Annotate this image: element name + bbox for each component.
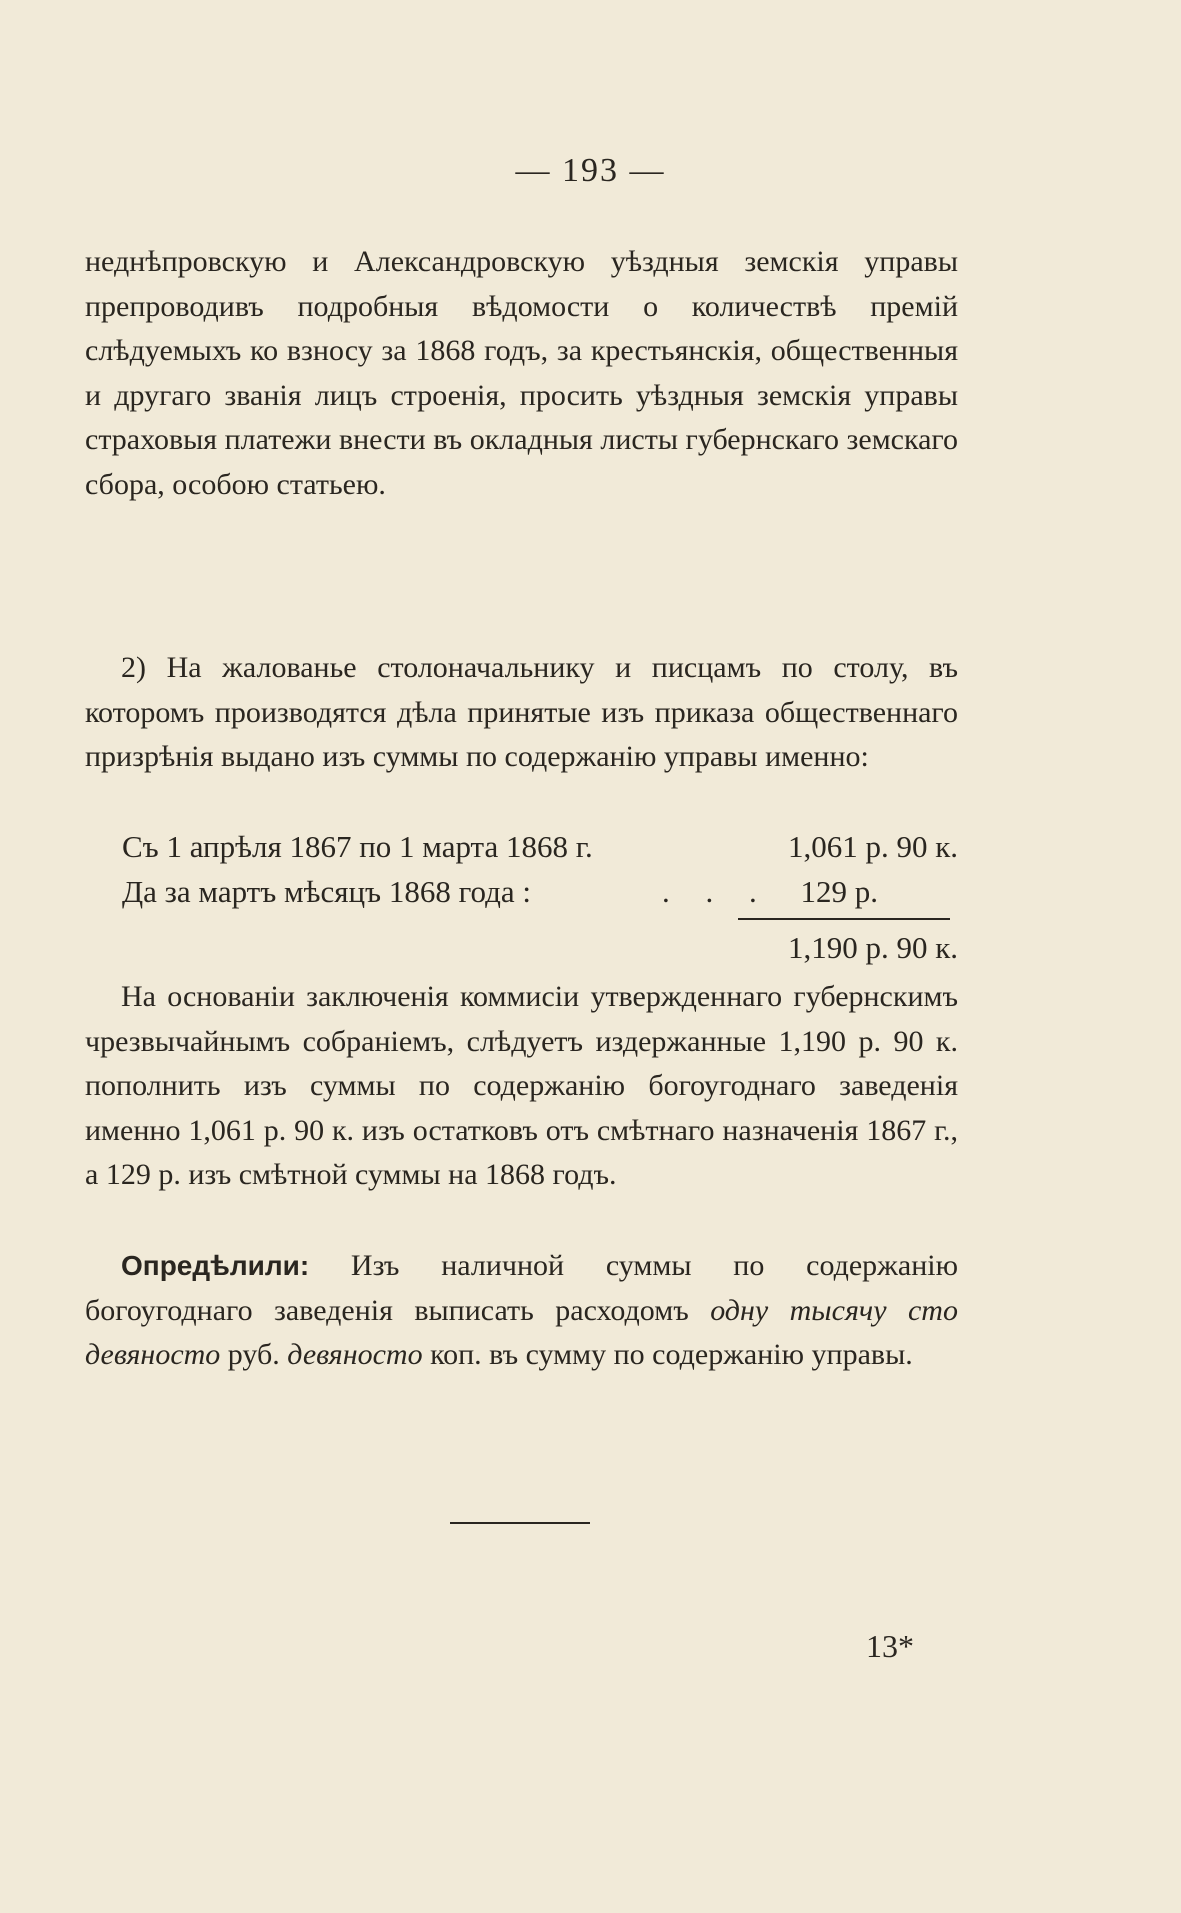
resolution-text: Изъ наличной суммы по содержанію богоугоднаго заведенія выписать расходомъ [85,1249,958,1327]
account-row-label: Да за мартъ мѣсяцъ 1868 года : [122,874,532,909]
show-through-text [90,1400,98,1445]
account-total: 1,190 р. 90 к. [787,930,958,965]
paragraph-resolution [85,1244,958,1378]
paragraph-basis: На основаніи заключенія коммисіи утвержденнаго губернскимъ чрезвычайнымъ собраніемъ, слѣдуетъ издержанные 1,190 р. 90 к. пополнить изъ суммы по содержанію богоугоднаго заведенія именно 1,061 р. 90 к. изъ остатковъ отъ смѣтнаго назначенія 1867 г., а 129 р. изъ смѣтной суммы на 1868 годъ. [85,980,958,1192]
resolution-text: руб. [220,1338,288,1372]
sum-rule [738,918,950,920]
show-through-text [600,520,608,565]
signature-mark: 13* [866,1628,914,1664]
account-row-leader: . . . [662,874,771,909]
account-row-label: Съ 1 апрѣля 1867 по 1 марта 1868 г. [122,829,593,864]
account-row-amount: 1,061 р. 90 к. [787,829,958,864]
section-separator [450,1522,590,1524]
resolution-text: коп. въ сумму по содержанію управы. [422,1338,913,1372]
resolution-amount-rubles: одну тысячу сто девяносто [85,1293,958,1372]
page-number: — 193 — [515,152,666,189]
resolution-amount-kopecks: девяносто [287,1338,423,1372]
account-row-amount: 129 р. [800,874,878,909]
resolution-label: Опредѣлили: [121,1250,310,1281]
paragraph-item-2: 2) На жалованье столоначальнику и писцамъ по столу, въ которомъ производятся дѣла принятые изъ приказа общественнаго призрѣнія выдано изъ суммы по содержанію управы именно: [85,651,958,774]
paragraph-continuation: неднѣпровскую и Александровскую уѣздныя земскія управы препроводивъ подробныя вѣдомости о количествѣ премій слѣдуемыхъ ко взносу за 1868 годъ, за крестьянскія, общественныя и другаго званія лицъ строенія, просить уѣздныя земскія управы страховыя платежи внести въ окладныя листы губернскаго земскаго сбора, особою статьею. [85,245,958,501]
